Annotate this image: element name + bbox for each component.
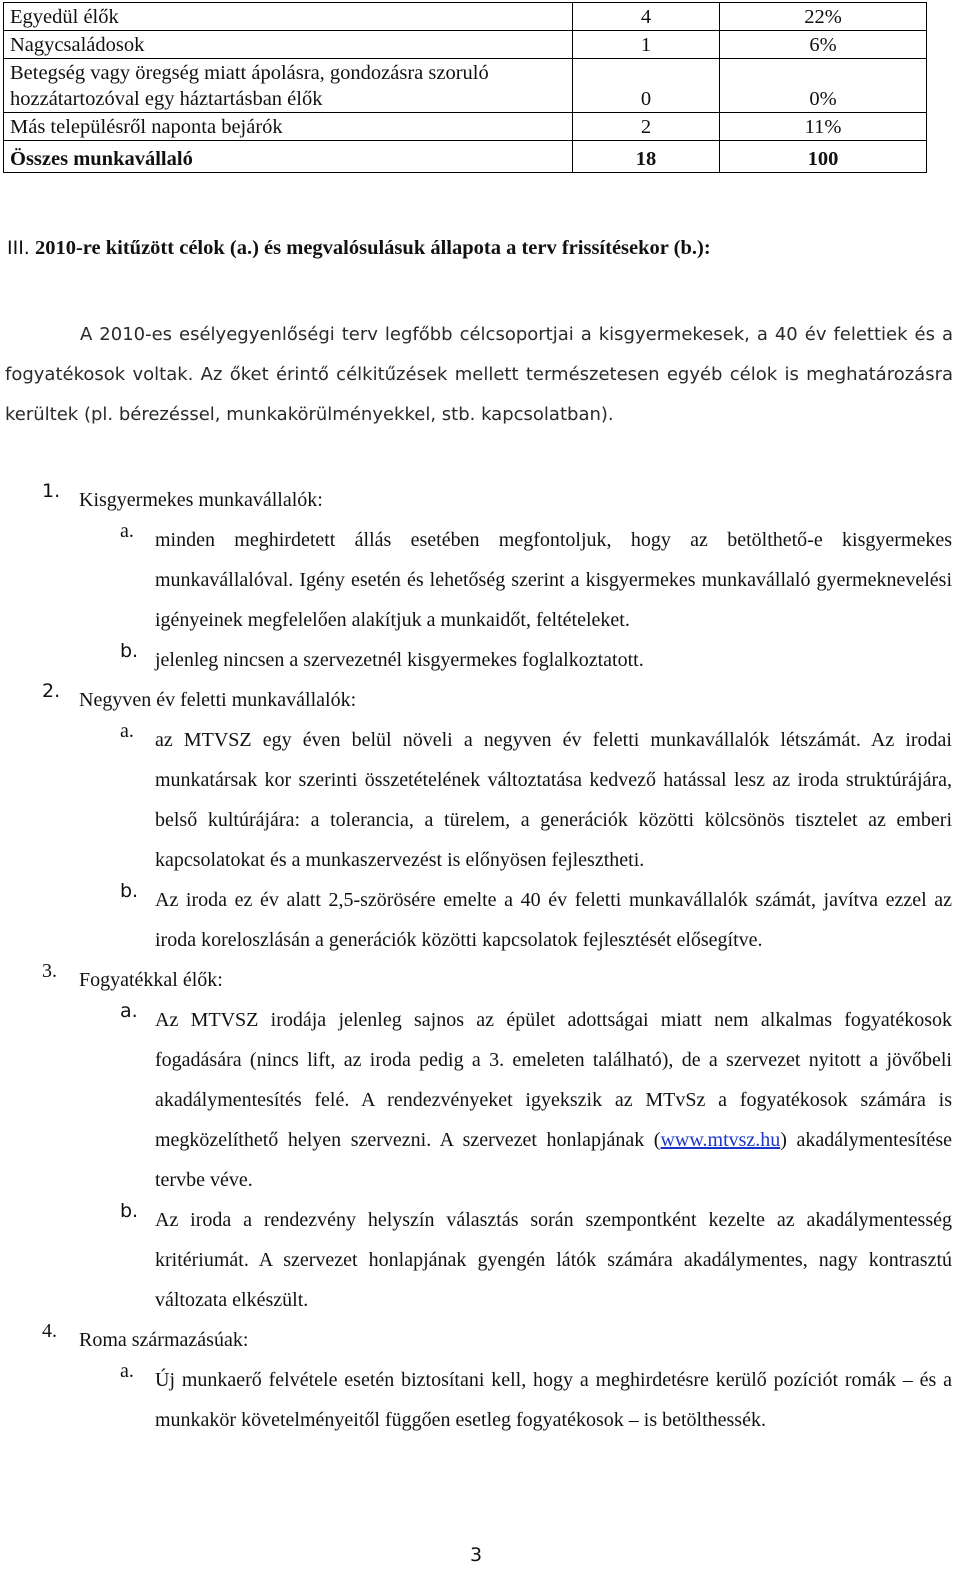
list-group-fogyatekkal-elok (0, 960, 960, 1320)
row-count: 0 (573, 59, 720, 113)
item-text: Az iroda ez év alatt 2,5-szörösére emelte a 40 év feletti munkavállalók számát, javítva ezzel az iroda koreloszlásán a generációk közötti kapcsolatok fejlesztését elősegítve. (155, 889, 952, 951)
list-item (0, 640, 960, 680)
group-number: 2. (42, 680, 61, 702)
group-title: Roma származásúak: (79, 1329, 249, 1351)
section-title: 2010-re kitűzött célok (a.) és megvalósulásuk állapota a terv frissítésekor (b.): (29, 237, 711, 259)
table-total-row (4, 141, 927, 173)
group-number: 1. (42, 480, 61, 502)
list-item (0, 1000, 960, 1200)
item-text: minden meghirdetett állás esetében megfontoljuk, hogy az betölthető-e kisgyermekes munkavállalóval. Igény esetén és lehetőség szerint a kisgyermekes munkavállaló gyermeknevelési igényeinek megfelelően alakítjuk a munkaidőt, feltételeket. (155, 529, 952, 631)
list-group-roma-szarmazasuak (0, 1320, 960, 1440)
item-letter: b. (120, 1200, 139, 1222)
section-heading (7, 237, 711, 260)
row-percent: 11% (720, 113, 927, 141)
item-letter: b. (120, 640, 139, 662)
mtvsz-website-link[interactable]: www.mtvsz.hu (660, 1129, 781, 1151)
intro-text: A 2010-es esélyegyenlőségi terv legfőbb célcsoportjai a kisgyermekesek, a 40 év felettiek és a fogyatékosok voltak. Az őket érintő célkitűzések mellett természetesen egyéb célok is meghatározásra kerültek (pl. bérezéssel, munkakörülményekkel, stb. kapcsolatban). (5, 324, 953, 425)
row-percent: 22% (720, 3, 927, 31)
item-letter: a. (120, 1000, 138, 1022)
goal-list (0, 480, 960, 1440)
group-title: Negyven év feletti munkavállalók: (79, 689, 357, 711)
item-letter: a. (120, 520, 134, 542)
row-count: 2 (573, 113, 720, 141)
intro-paragraph (5, 315, 953, 435)
list-item (0, 1360, 960, 1440)
total-label: Összes munkavállaló (4, 141, 573, 173)
row-percent: 0% (720, 59, 927, 113)
item-text-before-link: Az MTVSZ irodája jelenleg sajnos az épület adottságai miatt nem alkalmas fogyatékosok fogadására (nincs lift, az iroda pedig a 3. emeleten található), de a szervezet nyitott a jövőbeli akadálymentesítés felé. A rendezvényeket igyekszik az MTvSz a fogyatékosok számára is megközelíthető helyen szervezni. A szervezet honlapjának ( (155, 1009, 952, 1151)
row-label: Egyedül élők (4, 3, 573, 31)
item-text: az MTVSZ egy éven belül növeli a negyven év feletti munkavállalók létszámát. Az irodai munkatársak kor szerinti összetételének változtatása kedvező hatással lesz az iroda struktúrájára, belső kultúrájára: a tolerancia, a türelem, a generációk közötti kölcsönös tisztelet az emberi kapcsolatokat és a munkaszervezést is előnyösen fejlesztheti. (155, 729, 952, 871)
item-text: jelenleg nincsen a szervezetnél kisgyermekes foglalkoztatott. (155, 649, 644, 671)
item-letter: a. (120, 720, 134, 742)
item-text: Az iroda a rendezvény helyszín választás során szempontként kezelte az akadálymentesség kritériumát. A szervezet honlapjának gyengén látók számára akadálymentes, nagy kontrasztú változata elkészült. (155, 1209, 952, 1311)
item-text-after-link: ) akadálymentesítése tervbe véve. (155, 1129, 953, 1191)
row-label: Nagycsaládosok (4, 31, 573, 59)
item-letter: b. (120, 880, 139, 902)
table-row (4, 113, 927, 141)
group-number: 4. (42, 1320, 57, 1342)
item-text: Új munkaerő felvétele esetén biztosítani kell, hogy a meghirdetésre kerülő pozíciót romák – és a munkakör követelményeitől függően esetleg fogyatékosok – is betölthessék. (155, 1369, 952, 1431)
group-title: Fogyatékkal élők: (79, 969, 223, 991)
list-item (0, 880, 960, 960)
section-roman-numeral: III. (7, 237, 30, 259)
total-count: 18 (573, 141, 720, 173)
list-group-negyven-ev-felett (0, 680, 960, 960)
row-label: Más településről naponta bejárók (4, 113, 573, 141)
statistics-table (3, 2, 927, 173)
row-label: Betegség vagy öregség miatt ápolásra, gondozásra szoruló hozzátartozóval egy háztartásban élők (4, 59, 573, 113)
group-title: Kisgyermekes munkavállalók: (79, 489, 323, 511)
list-item (0, 720, 960, 880)
table-row (4, 31, 927, 59)
item-text (155, 1000, 952, 1200)
table-row (4, 59, 927, 113)
total-percent: 100 (720, 141, 927, 173)
group-number: 3. (42, 960, 57, 982)
list-item (0, 520, 960, 640)
list-group-kisgyermekes (0, 480, 960, 680)
list-item (0, 1200, 960, 1320)
item-letter: a. (120, 1360, 134, 1382)
table-row (4, 3, 927, 31)
row-count: 1 (573, 31, 720, 59)
row-count: 4 (573, 3, 720, 31)
page-number: 3 (470, 1544, 483, 1566)
row-percent: 6% (720, 31, 927, 59)
